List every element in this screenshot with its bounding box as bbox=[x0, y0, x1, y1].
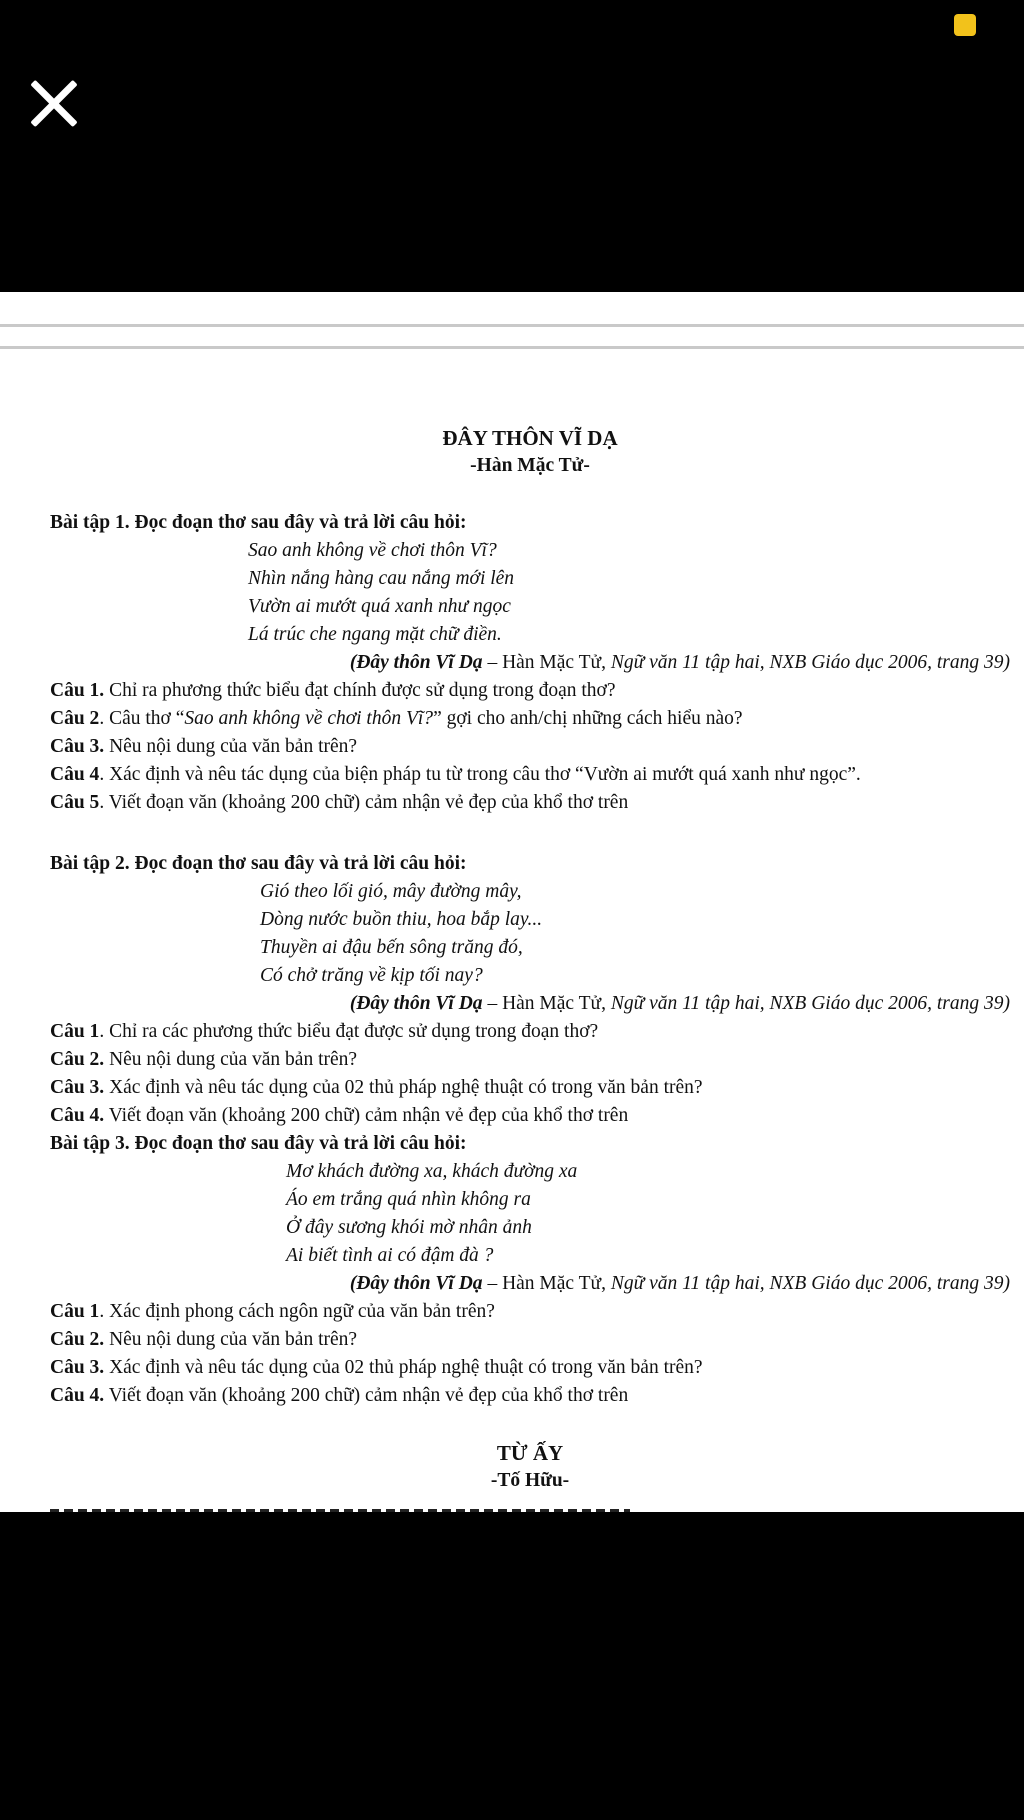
poem-line: Dòng nước buồn thiu, hoa bắp lay... bbox=[260, 909, 543, 930]
poem-line: Có chở trăng về kịp tối nay? bbox=[260, 965, 483, 986]
poem-line: Lá trúc che ngang mặt chữ điền. bbox=[248, 624, 502, 645]
status-indicator bbox=[954, 14, 976, 36]
poem-source: (Đây thôn Vĩ Dạ – Hàn Mặc Tử, Ngữ văn 11 tập hai, NXB Giáo dục 2006, trang 39) bbox=[349, 993, 1010, 1014]
next-poem-author: -Tố Hữu- bbox=[490, 1470, 570, 1491]
separator-line bbox=[0, 346, 1024, 349]
poem-line: Nhìn nắng hàng cau nắng mới lên bbox=[248, 568, 515, 589]
question-2: Câu 2. Câu thơ “Sao anh không về chơi thôn Vĩ?” gợi cho anh/chị những cách hiểu nào? bbox=[50, 708, 743, 729]
question-1: Câu 1. Chỉ ra phương thức biểu đạt chính được sử dụng trong đoạn thơ? bbox=[50, 680, 616, 701]
poem-source: (Đây thôn Vĩ Dạ – Hàn Mặc Tử, Ngữ văn 11 tập hai, NXB Giáo dục 2006, trang 39) bbox=[349, 652, 1010, 673]
poem-author: -Hàn Mặc Tử- bbox=[470, 455, 590, 476]
poem-line: Thuyền ai đậu bến sông trăng đó, bbox=[260, 937, 523, 958]
question-1: Câu 1. Xác định phong cách ngôn ngữ của văn bản trên? bbox=[50, 1301, 495, 1322]
separator-line bbox=[0, 324, 1024, 327]
question-2: Câu 2. Nêu nội dung của văn bản trên? bbox=[50, 1049, 358, 1070]
next-poem-title: TỪ ẤY bbox=[496, 1441, 564, 1465]
question-1: Câu 1. Chỉ ra các phương thức biểu đạt được sử dụng trong đoạn thơ? bbox=[50, 1021, 599, 1042]
question-5: Câu 5. Viết đoạn văn (khoảng 200 chữ) cảm nhận vẻ đẹp của khổ thơ trên bbox=[50, 792, 629, 813]
poem-line: Mơ khách đường xa, khách đường xa bbox=[286, 1161, 578, 1182]
poem-source: (Đây thôn Vĩ Dạ – Hàn Mặc Tử, Ngữ văn 11 tập hai, NXB Giáo dục 2006, trang 39) bbox=[349, 1273, 1010, 1294]
poem-line: Áo em trắng quá nhìn không ra bbox=[286, 1189, 531, 1210]
poem-line: Ở đây sương khói mờ nhân ảnh bbox=[286, 1217, 532, 1238]
poem-line: Vườn ai mướt quá xanh như ngọc bbox=[248, 596, 511, 617]
question-3: Câu 3. Xác định và nêu tác dụng của 02 thủ pháp nghệ thuật có trong văn bản trên? bbox=[50, 1357, 703, 1378]
question-4: Câu 4. Xác định và nêu tác dụng của biện pháp tu từ trong câu thơ “Vườn ai mướt quá xanh như ngọc”. bbox=[50, 764, 861, 785]
question-4: Câu 4. Viết đoạn văn (khoảng 200 chữ) cảm nhận vẻ đẹp của khổ thơ trên bbox=[50, 1105, 629, 1126]
question-2: Câu 2. Nêu nội dung của văn bản trên? bbox=[50, 1329, 358, 1350]
close-button[interactable] bbox=[26, 76, 82, 132]
question-4: Câu 4. Viết đoạn văn (khoảng 200 chữ) cảm nhận vẻ đẹp của khổ thơ trên bbox=[50, 1385, 629, 1406]
exercise-1-heading: Bài tập 1. Đọc đoạn thơ sau đây và trả lời câu hỏi: bbox=[50, 512, 467, 533]
poem-line: Sao anh không về chơi thôn Vĩ? bbox=[248, 540, 497, 561]
poem-line: Gió theo lối gió, mây đường mây, bbox=[260, 881, 522, 902]
poem-line: Ai biết tình ai có đậm đà ? bbox=[286, 1245, 494, 1266]
cut-off-text-line bbox=[50, 1509, 630, 1512]
document-image[interactable] bbox=[0, 292, 1024, 1512]
question-3: Câu 3. Nêu nội dung của văn bản trên? bbox=[50, 736, 358, 757]
poem-title: ĐÂY THÔN VĨ DẠ bbox=[442, 426, 618, 450]
exercise-3-heading: Bài tập 3. Đọc đoạn thơ sau đây và trả lời câu hỏi: bbox=[50, 1133, 467, 1154]
question-3: Câu 3. Xác định và nêu tác dụng của 02 thủ pháp nghệ thuật có trong văn bản trên? bbox=[50, 1077, 703, 1098]
exercise-2-heading: Bài tập 2. Đọc đoạn thơ sau đây và trả lời câu hỏi: bbox=[50, 853, 467, 874]
